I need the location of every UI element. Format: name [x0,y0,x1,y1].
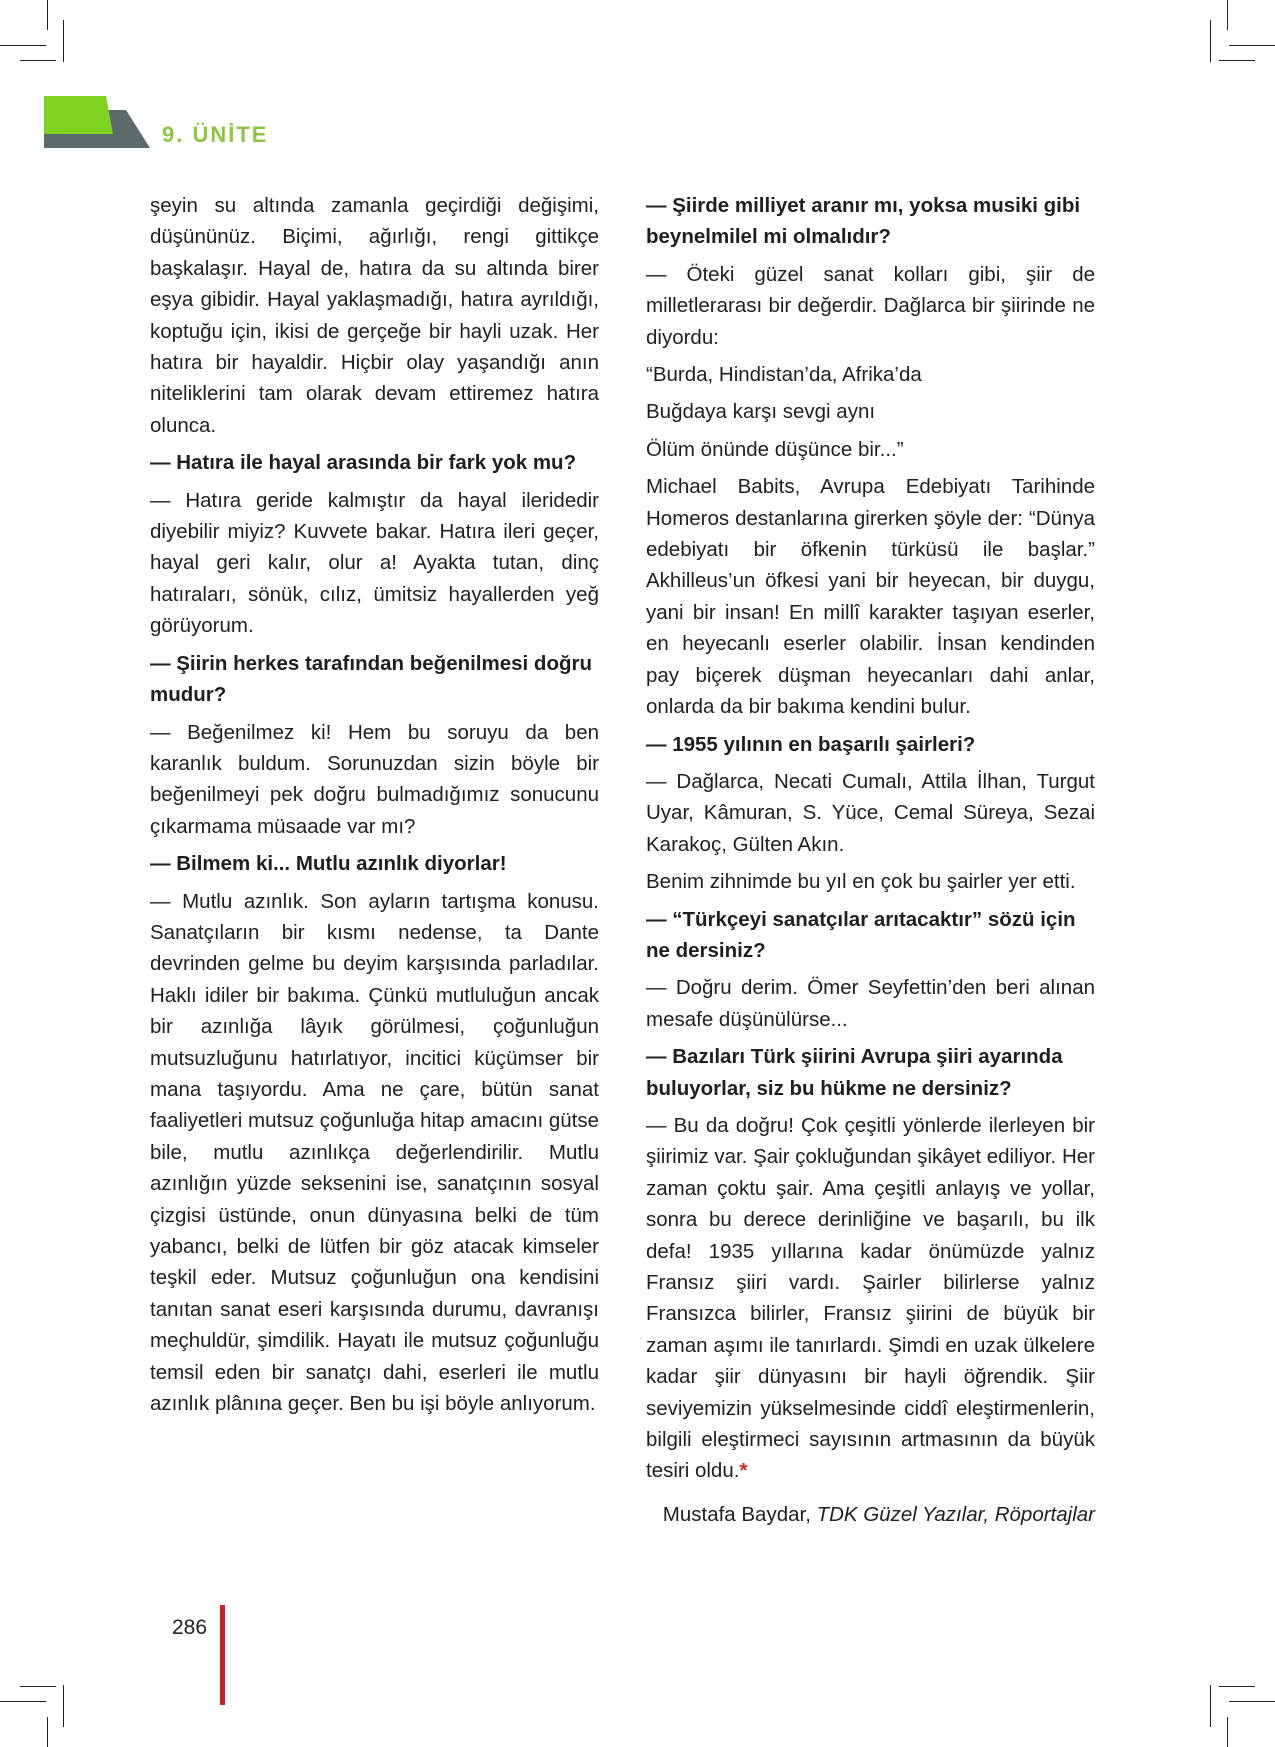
poem-line: Ölüm önünde düşünce bir...” [646,437,904,461]
interview-question: — Bilmem ki... Mutlu azınlık diyorlar! [150,852,507,876]
left-column [150,190,599,1425]
crop-mark [0,1701,46,1702]
answer-paragraph: — Mutlu azınlık. Son ayların tartışma konusu. Sanatçıların bir kısmı nedense, ta Dante devrinden gelme bu deyim karşısında parladılar. Haklı idiler bir bakıma. Çünkü mutluluğun ancak bir azınlığa lâyık görülmesi, çoğunluğun mutsuzluğunu hatırlatıyor, incitici küçümser bir mana taşıyordu. Ama ne çare, bütün sanat faaliyetleri mutsuz çoğunluğa hitap amacını gütse bile, mutlu azınlıkça değerlendirilir. Mutlu azınlığın yüzde seksenini ise, sanatçının sosyal çizgisi üstünde, onun dünyasına belki de tüm yabancı, belki de lütfen bir göz atacak kimseler teşkil eder. Mutsuz çoğunluğun ona kendisini tanıtan sanat eseri karşısında durumu, davranışı meçhuldür, şimdilik. Hayatı ile mutsuz çoğunluğu temsil eden bir sanatçı dahi, eserleri ile mutlu azınlık plânına geçer. Ben bu işi böyle anlıyorum. [150,889,599,1416]
crop-mark [1227,0,1228,30]
interview-question: — 1955 yılının en başarılı şairleri? [646,732,976,756]
answer-paragraph: — Hatıra geride kalmıştır da hayal ileridedir diyebilir miyiz? Kuvvete bakar. Hatıra ileri geçer, hayal geri kalır, olur a! Ayakta tutan, dinç hatıraları, sönük, cılız, ümitsiz hayallerden yeğ görüyorum. [150,488,599,638]
page-number-bar [220,1605,225,1705]
answer-paragraph: — Öteki güzel sanat kolları gibi, şiir de milletlerarası bir değerdir. Dağlarca bir şiirinde ne diyordu: [646,262,1095,349]
interview-question: — Bazıları Türk şiirini Avrupa şiiri ayarında buluyorlar, siz bu hükme ne dersiniz? [646,1045,1063,1100]
interview-question: — Hatıra ile hayal arasında bir fark yok mu? [150,451,577,475]
poem-line: “Burda, Hindistan’da, Afrika’da [646,363,922,387]
source-citation [646,1499,1095,1530]
crop-mark [1219,60,1255,61]
unit-label: 9. ÜNİTE [162,122,269,147]
interview-question: — “Türkçeyi sanatçılar arıtacaktır” sözü için ne dersiniz? [646,907,1076,962]
unit-tab-graphic [0,0,160,160]
interview-question: — Şiirin herkes tarafından beğenilmesi doğru mudur? [150,651,592,707]
crop-mark [1227,1717,1228,1747]
right-column [646,190,1095,1536]
answer-paragraph: Benim zihnimde bu yıl en çok bu şairler yer etti. [646,870,1076,894]
answer-paragraph: Michael Babits, Avrupa Edebiyatı Tarihinde Homeros destanlarına girerken şöyle der: “Dünya edebiyatı bir öfkenin türküsü ile başlar.” Akhilleus’un öfkesi yani bir heyecan, bir duygu, yani bir insan! En millî karakter taşıyan eserler, en heyecanlı eserler olabilir. İnsan kendinden pay biçerek düşman heyecanları dahi anlar, onlarda da bir bakıma kendini bulur. [646,475,1095,719]
source-work: TDK Güzel Yazılar, Röportajlar [816,1502,1095,1526]
crop-mark [63,1685,64,1727]
crop-mark [1210,20,1211,62]
poem-line: Buğdaya karşı sevgi aynı [646,400,876,424]
final-answer-paragraph [646,1110,1095,1487]
answer-paragraph: — Doğru derim. Ömer Seyfettin’den beri alınan mesafe düşünülürse... [646,976,1095,1031]
crop-mark [1219,1686,1255,1687]
crop-mark [1229,1701,1275,1702]
page-number: 286 [172,1616,208,1639]
answer-paragraph: — Dağlarca, Necati Cumalı, Attila İlhan, Turgut Uyar, Kâmuran, S. Yüce, Cemal Süreya, Sezai Karakoç, Gülten Akın. [646,769,1095,856]
answer-paragraph: — Beğenilmez ki! Hem bu soruyu da ben karanlık buldum. Sorunuzdan sizin böyle bir beğenilmeyi pek doğru bulmadığımız sonucunu çıkarmama müsaade var mı? [150,720,599,838]
source-author: Mustafa Baydar, [662,1502,817,1526]
crop-mark [1229,45,1275,46]
crop-mark [20,1686,56,1687]
interview-question: — Şiirde milliyet aranır mı, yoksa musiki gibi beynelmilel mi olmalıdır? [646,194,1081,249]
unit-tab-green [44,96,113,134]
crop-mark [47,1717,48,1747]
final-answer-text: — Bu da doğru! Çok çeşitli yönlerde ilerleyen bir şiirimiz var. Şair çokluğundan şikâyet ediliyor. Her zaman çoktu şair. Ama çeşitli anlayış ve yollar, sonra bu derece derinliğine ve başarılı, bu ilk defa! 1935 yıllarına kadar önümüzde yalnız Fransız şiiri vardı. Şairler bilirlerse yalnız Fransızca bilirler, Fransız şiirini de büyük bir zaman aşımı ile tanırlardı. Şimdi en uzak ülkelere kadar şiir dünyasını bir hayli öğrendik. Şiir seviyemizin yükselmesinde ciddî eleştirmenlerin, bilgili eleştirmeci sayısının artmasının da büyük tesiri oldu. [646,1113,1095,1483]
footnote-marker: * [739,1459,748,1483]
answer-paragraph: şeyin su altında zamanla geçirdiği değişimi, düşününüz. Biçimi, ağırlığı, rengi gittikçe başkalaşır. Hayal de, hatıra da su altında birer eşya gibidir. Hayal yaklaşmadığı, hatıra ayrıldığı, koptuğu için, ikisi de gerçeğe bir hayli uzak. Her hatıra bir hayaldir. Hiçbir olay yaşandığı anın niteliklerini tam olarak devam ettiremez hatıra olunca. [150,194,599,437]
crop-mark [1210,1685,1211,1727]
